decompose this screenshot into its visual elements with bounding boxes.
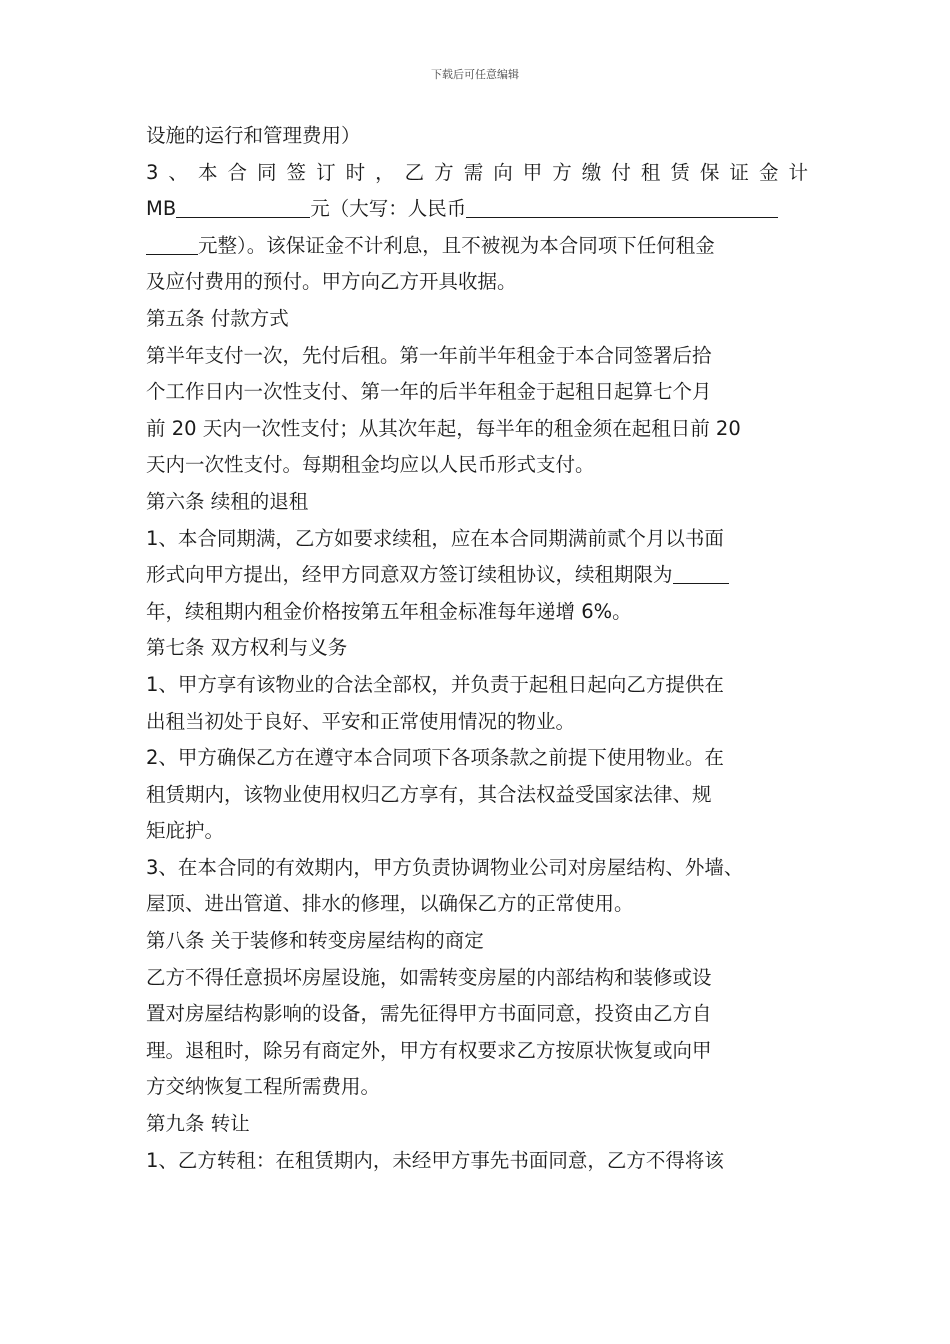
- text-fragment: 元（大写：人民币: [310, 197, 467, 221]
- fill-blank: [466, 195, 778, 218]
- text-line: 理。退租时，除另有商定外，甲方有权要求乙方按原状恢复或向甲: [146, 1038, 712, 1062]
- text-line: 1、乙方转租：在租赁期内，未经甲方事先书面同意，乙方不得将该: [146, 1148, 724, 1172]
- section-heading: 第六条 续租的退租: [146, 489, 309, 513]
- text-line: 1、甲方享有该物业的合法全部权，并负责于起租日起向乙方提供在: [146, 672, 724, 696]
- text-line: 2、甲方确保乙方在遵守本合同项下各项条款之前提下使用物业。在: [146, 746, 724, 770]
- text-line: 及应付费用的预付。甲方向乙方开具收据。: [146, 270, 517, 294]
- text-line: 乙方不得任意损坏房屋设施，如需转变房屋的内部结构和装修或设: [146, 965, 712, 989]
- section-heading: 第五条 付款方式: [146, 306, 289, 330]
- text-line: 租赁期内，该物业使用权归乙方享有，其合法权益受国家法律、规: [146, 782, 712, 806]
- section-heading: 第八条 关于装修和转变房屋结构的商定: [146, 929, 484, 953]
- text-line: 天内一次性支付。每期租金均应以人民币形式支付。: [146, 453, 595, 477]
- fill-blank: [146, 232, 198, 255]
- text-line: [146, 191, 808, 228]
- text-line: 置对房屋结构影响的设备，需先征得甲方书面同意，投资由乙方自: [146, 1002, 712, 1026]
- text-fragment: 元整）。该保证金不计利息，且不被视为本合同项下任何租金: [198, 233, 715, 257]
- fill-blank: [673, 561, 729, 584]
- text-line: [146, 228, 808, 265]
- text-line: 年，续租期内租金价格按第五年租金标准每年递增 6%。: [146, 599, 632, 623]
- text-line: 出租当初处于良好、平安和正常使用情况的物业。: [146, 709, 576, 733]
- text-fragment: 形式向甲方提出，经甲方同意双方签订续租协议，续租期限为: [146, 563, 673, 587]
- text-line: 个工作日内一次性支付、第一年的后半年租金于起租日起算七个月: [146, 380, 712, 404]
- text-line: 前 20 天内一次性支付；从其次年起，每半年的租金须在起租日前 20: [146, 416, 741, 440]
- fill-blank: [176, 195, 310, 218]
- text-line: 设施的运行和管理费用）: [146, 124, 361, 147]
- text-line: 3、在本合同的有效期内，甲方负责协调物业公司对房屋结构、外墙、: [146, 855, 744, 879]
- section-heading: 第九条 转让: [146, 1112, 250, 1136]
- section-heading: 第七条 双方权利与义务: [146, 636, 348, 660]
- contract-body: [146, 118, 808, 1179]
- text-line: 矩庇护。: [146, 819, 225, 843]
- text-line: 1、本合同期满，乙方如要求续租，应在本合同期满前贰个月以书面: [146, 526, 724, 550]
- text-fragment: MB: [146, 197, 177, 221]
- text-line: 方交纳恢复工程所需费用。: [146, 1075, 381, 1099]
- text-line: 3、本合同签订时，乙方需向甲方缴付租赁保证金计: [146, 160, 808, 184]
- text-line: 屋顶、进出管道、排水的修理，以确保乙方的正常使用。: [146, 892, 634, 916]
- text-line: [146, 557, 808, 594]
- text-line: 第半年支付一次，先付后租。第一年前半年租金于本合同签署后拾: [146, 343, 712, 367]
- page-header: 下载后可任意编辑: [431, 68, 519, 81]
